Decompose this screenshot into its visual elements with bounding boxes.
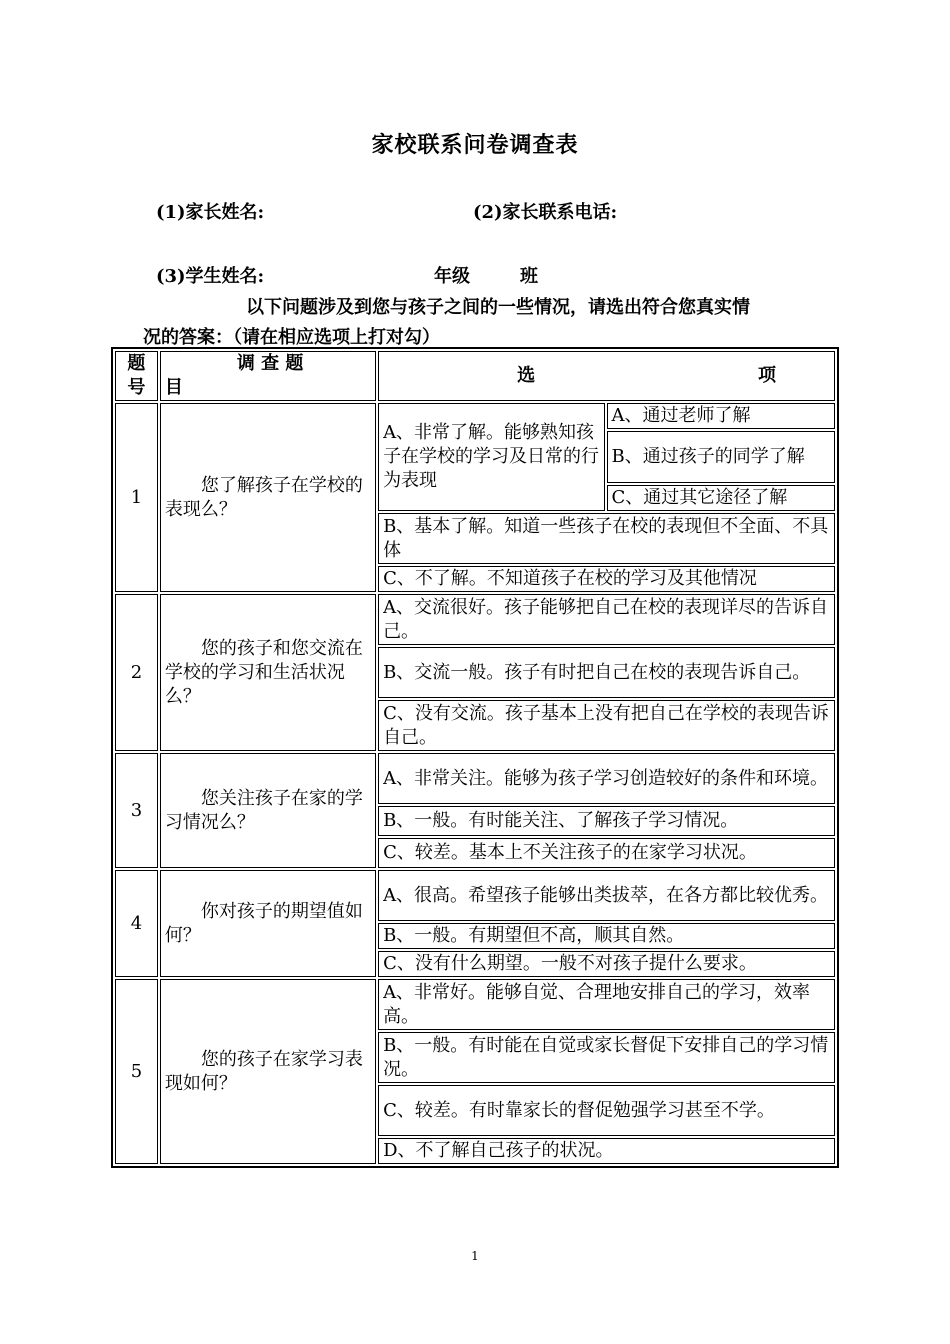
option-cell[interactable]: B、交流一般。孩子有时把自己在校的表现告诉自己。 — [378, 647, 835, 698]
table-row — [115, 979, 835, 1030]
table-row — [115, 594, 835, 645]
header-num-line2: 号 — [127, 377, 146, 398]
sub-option-cell[interactable]: A、通过老师了解 — [607, 403, 836, 429]
option-cell[interactable]: A、非常关注。能够为孩子学习创造较好的条件和环境。 — [378, 753, 835, 804]
question-text-content: 您了解孩子在学校的表现么？ — [164, 474, 363, 520]
option-cell[interactable]: C、不了解。不知道孩子在校的学习及其他情况 — [378, 566, 835, 592]
option-cell[interactable]: C、没有什么期望。一般不对孩子提什么要求。 — [378, 951, 835, 977]
page-title: 家校联系问卷调查表 — [371, 132, 579, 158]
class-label: 班 — [520, 266, 538, 287]
question-text — [160, 594, 376, 751]
header-num-line1: 题 — [127, 353, 146, 374]
grade-label: 年级 — [434, 266, 470, 287]
option-cell[interactable]: B、基本了解。知道一些孩子在校的表现但不全面、不具体 — [378, 513, 835, 564]
student-name-label: (3)学生姓名: — [156, 266, 265, 287]
option-cell[interactable]: C、没有交流。孩子基本上没有把自己在学校的表现告诉自己。 — [378, 700, 835, 751]
question-text — [160, 870, 376, 977]
question-number: 4 — [115, 870, 158, 977]
question-text — [160, 979, 376, 1164]
header-question-line1: 调 查 题 — [236, 353, 304, 374]
question-number: 1 — [115, 403, 158, 592]
parent-name-label: (1)家长姓名: — [156, 202, 265, 223]
header-options-left: 选 — [517, 365, 536, 386]
header-options — [378, 351, 835, 401]
question-text-content: 您的孩子在家学习表现如何？ — [164, 1048, 363, 1094]
sub-option-cell[interactable]: C、通过其它途径了解 — [607, 485, 836, 511]
intro-line-1: 以下问题涉及到您与孩子之间的一些情况，请选出符合您真实情 — [246, 297, 750, 318]
option-cell[interactable]: D、不了解自己孩子的状况。 — [378, 1138, 835, 1164]
intro-line-2: 况的答案：（请在相应选项上打对勾） — [143, 327, 440, 348]
question-number: 5 — [115, 979, 158, 1164]
sub-option-cell[interactable]: B、通过孩子的同学了解 — [607, 431, 836, 483]
option-cell[interactable]: A、交流很好。孩子能够把自己在校的表现详尽的告诉自己。 — [378, 594, 835, 645]
page-number: 1 — [471, 1249, 479, 1263]
question-text — [160, 753, 376, 868]
option-cell[interactable]: B、一般。有时能关注、了解孩子学习情况。 — [378, 806, 835, 836]
header-num — [115, 351, 158, 401]
option-cell[interactable]: C、较差。基本上不关注孩子的在家学习状况。 — [378, 838, 835, 868]
question-number: 2 — [115, 594, 158, 751]
table-row — [115, 753, 835, 804]
question-text — [160, 403, 376, 592]
header-options-right: 项 — [758, 365, 776, 386]
option-cell[interactable]: A、很高。希望孩子能够出类拔萃，在各方都比较优秀。 — [378, 870, 835, 921]
option-cell[interactable]: A、非常好。能够自觉、合理地安排自己的学习，效率高。 — [378, 979, 835, 1030]
option-cell[interactable]: C、较差。有时靠家长的督促勉强学习甚至不学。 — [378, 1085, 835, 1136]
header-question — [160, 351, 376, 401]
question-number: 3 — [115, 753, 158, 868]
option-cell[interactable]: B、一般。有期望但不高，顺其自然。 — [378, 923, 835, 949]
table-row — [115, 870, 835, 921]
question-text-content: 您关注孩子在家的学习情况么？ — [164, 787, 363, 833]
survey-table — [111, 347, 839, 1168]
table-row — [115, 403, 835, 429]
header-question-line2: 目 — [164, 377, 183, 398]
option-cell[interactable]: B、一般。有时能在自觉或家长督促下安排自己的学习情况。 — [378, 1032, 835, 1083]
table-header-row — [115, 351, 835, 401]
option-cell[interactable]: A、非常了解。能够熟知孩子在学校的学习及日常的行为表现 — [378, 403, 604, 511]
parent-phone-label: (2)家长联系电话: — [473, 202, 618, 223]
question-text-content: 您的孩子和您交流在学校的学习和生活状况么？ — [164, 637, 363, 707]
question-text-content: 你对孩子的期望值如何？ — [164, 900, 363, 946]
